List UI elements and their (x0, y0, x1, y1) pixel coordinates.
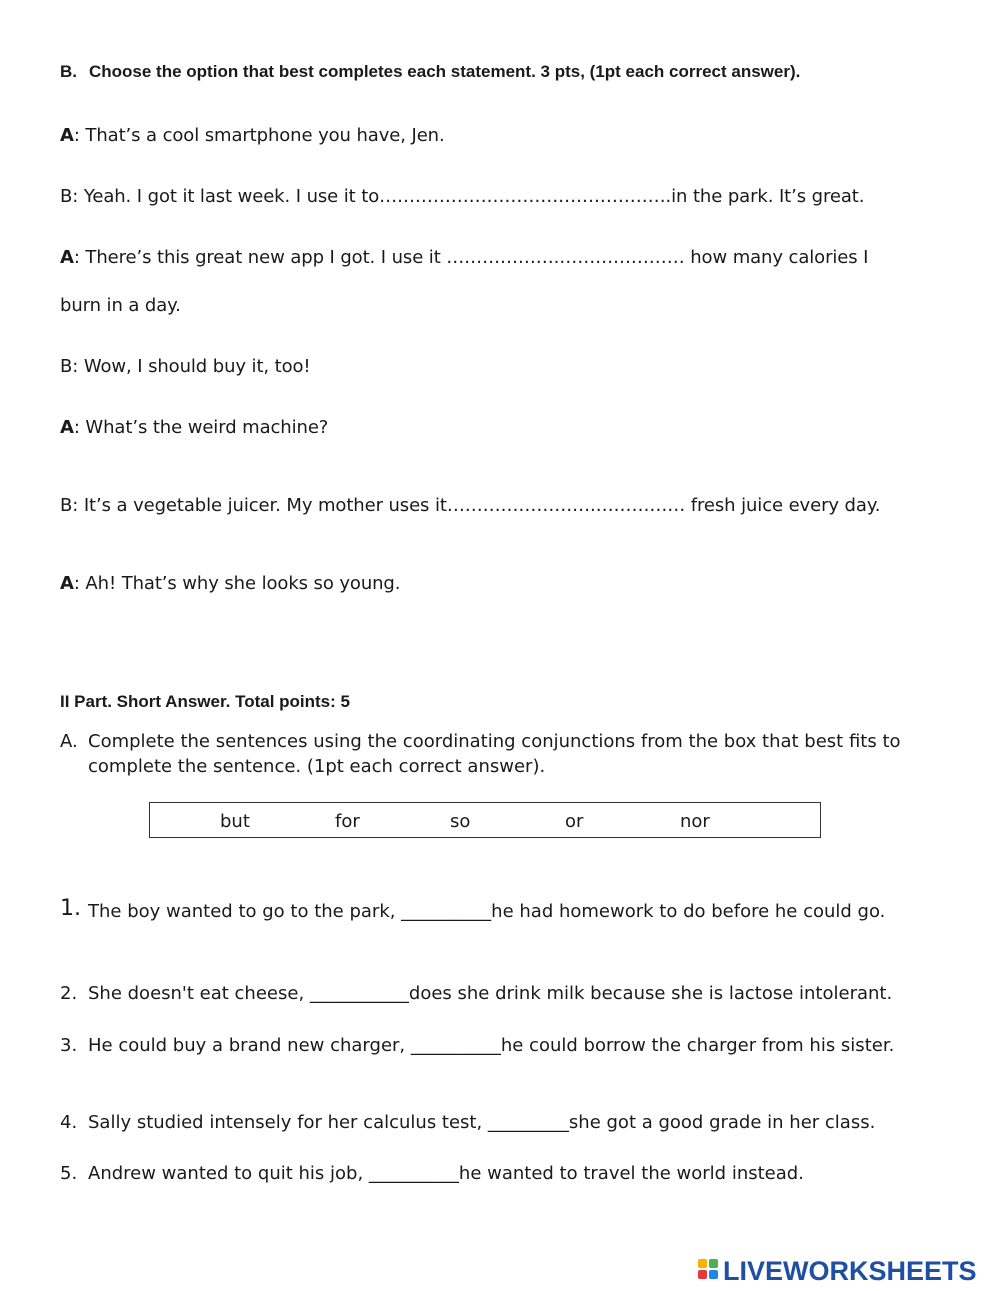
dialogue-text: : Yeah. I got it last week. I use it to………………………………………….in the park. It’s great. (72, 186, 865, 207)
speaker-label: B (60, 356, 73, 377)
speaker-label: A (60, 125, 74, 146)
dialogue-text: burn in a day. (60, 295, 181, 316)
conjunction-word-box (149, 802, 821, 838)
question-text: She doesn't eat cheese, ___________does she drink milk because she is lactose intolerant. (88, 983, 893, 1004)
dialogue-line-4 (60, 356, 311, 377)
dialogue-line-3-continued (60, 295, 181, 316)
speaker-label: A (60, 417, 74, 438)
question-text: The boy wanted to go to the park, __________he had homework to do before he could go. (88, 901, 886, 922)
question-text: Sally studied intensely for her calculus test, _________she got a good grade in her class. (88, 1112, 876, 1133)
speaker-label: B (60, 186, 73, 207)
speaker-label: B (60, 495, 73, 516)
question-text: He could buy a brand new charger, __________he could borrow the charger from his sister. (88, 1035, 895, 1056)
dialogue-text: : It’s a vegetable juicer. My mother uses it…………………….…………… fresh juice every day. (72, 495, 881, 516)
word-or: or (565, 811, 584, 832)
word-but: but (220, 811, 250, 832)
question-number: 3. (60, 1035, 78, 1056)
dialogue-text: : Ah! That’s why she looks so young. (73, 573, 401, 594)
speaker-label: A (60, 247, 74, 268)
dialogue-line-1 (60, 125, 445, 146)
word-so: so (450, 811, 471, 832)
part-2-instruction (60, 729, 960, 779)
word-for: for (335, 811, 360, 832)
instruction-label: A. (60, 731, 78, 752)
dialogue-text: : Wow, I should buy it, too! (72, 356, 311, 377)
dialogue-line-5 (60, 417, 328, 438)
part-2-heading: II Part. Short Answer. Total points: 5 (60, 692, 350, 711)
question-number: 5. (60, 1163, 78, 1184)
question-1 (60, 896, 940, 925)
logo-text: LIVEWORKSHEETS (723, 1256, 977, 1286)
dialogue-text: : There’s this great new app I got. I use it ……………….………………… how many calories I (73, 247, 869, 268)
question-3 (60, 1033, 940, 1059)
question-5 (60, 1161, 940, 1187)
section-b-heading (60, 62, 800, 82)
section-b-text: Choose the option that best completes each statement. 3 pts, (1pt each correct answer). (89, 62, 801, 81)
dialogue-line-2 (60, 186, 864, 207)
question-number: 1. (60, 896, 81, 921)
question-2 (60, 981, 940, 1007)
question-text: Andrew wanted to quit his job, __________he wanted to travel the world instead. (88, 1163, 804, 1184)
dialogue-text: : That’s a cool smartphone you have, Jen. (73, 125, 445, 146)
question-4 (60, 1110, 940, 1136)
dialogue-line-7 (60, 573, 400, 594)
instruction-text: Complete the sentences using the coordinating conjunctions from the box that best fits to complete the sentence. (1pt each correct answer). (88, 731, 901, 777)
dialogue-line-6 (60, 495, 880, 516)
question-number: 2. (60, 983, 78, 1004)
liveworksheets-logo-icon (698, 1259, 720, 1285)
speaker-label: A (60, 573, 74, 594)
liveworksheets-logo (698, 1256, 977, 1287)
dialogue-line-3 (60, 247, 868, 268)
question-number: 4. (60, 1112, 78, 1133)
word-nor: nor (680, 811, 710, 832)
dialogue-text: : What’s the weird machine? (73, 417, 329, 438)
section-b-letter: B. (60, 62, 77, 81)
